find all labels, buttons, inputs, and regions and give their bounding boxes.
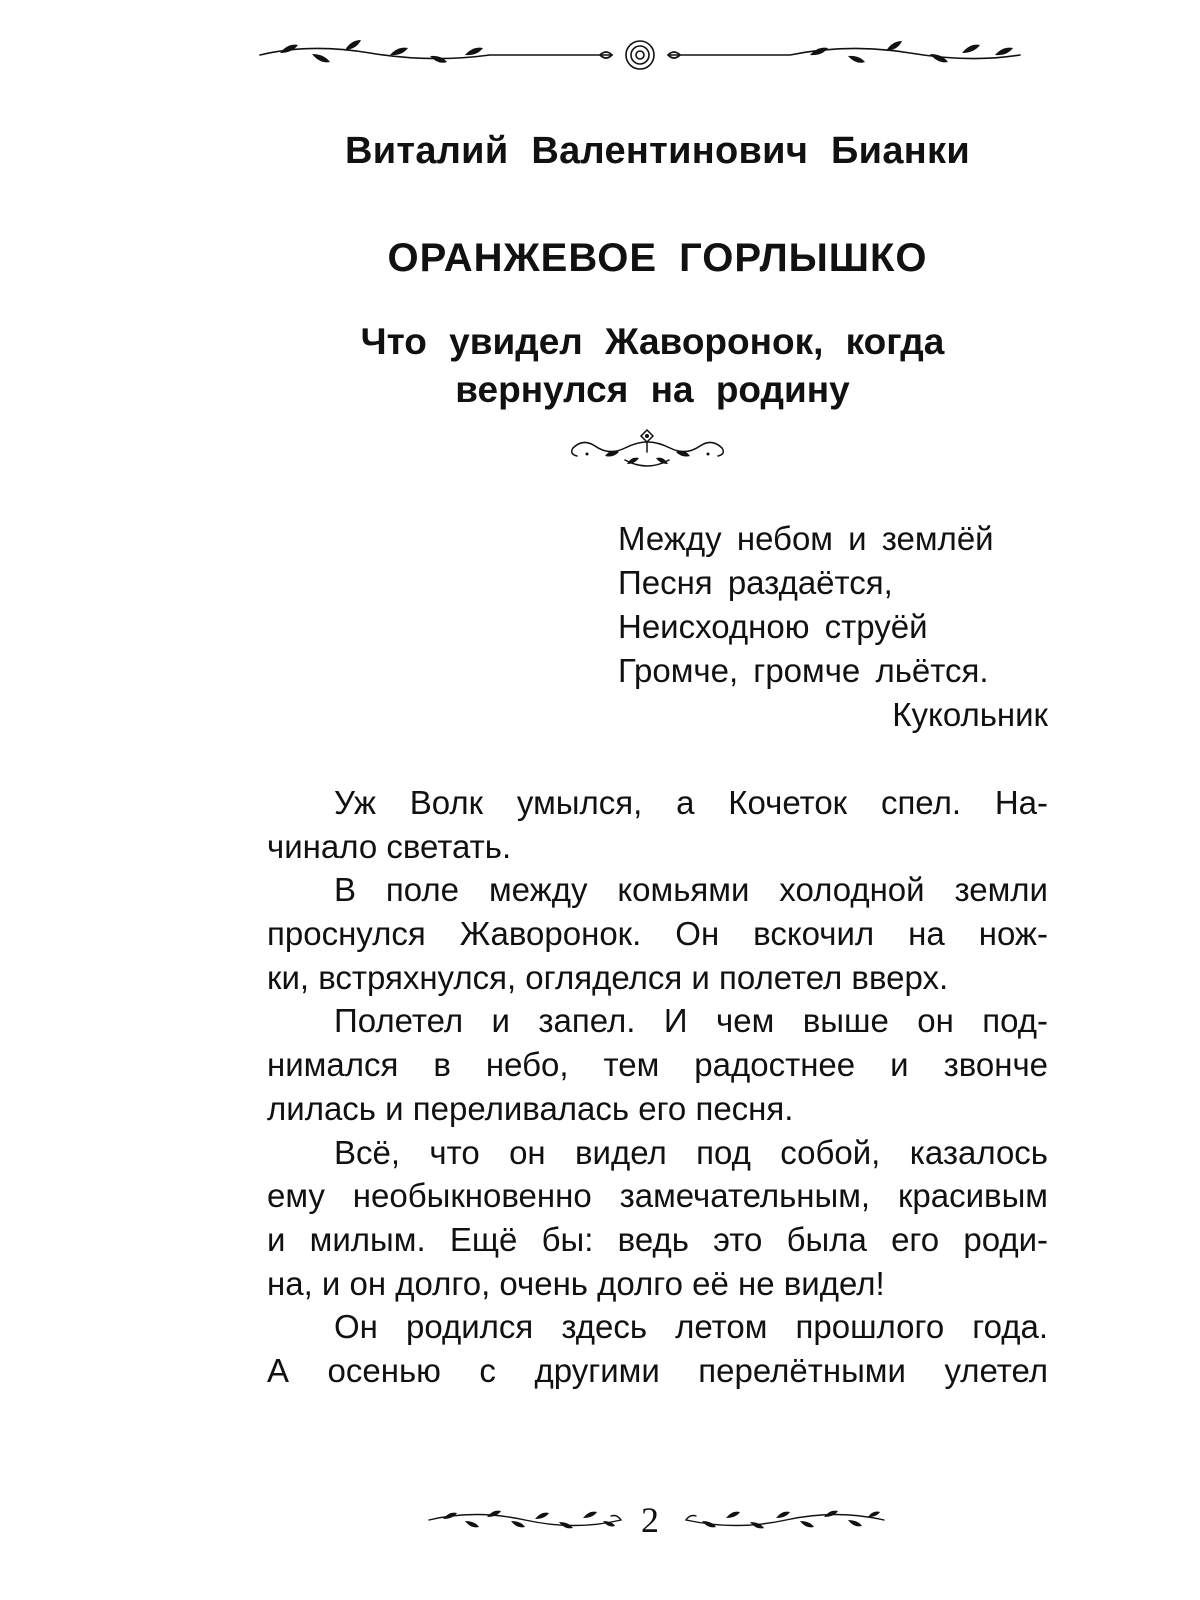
body-line: Всё, что он видел под собой, казалось — [334, 1133, 1048, 1171]
body-line: Уж Волк умылся, а Кочеток спел. На- — [334, 784, 1048, 821]
body-line: Полетел и запел. И чем выше он под- — [334, 1002, 1048, 1040]
body-line: чинало светать. — [267, 827, 512, 865]
divider-ornament-icon — [565, 428, 730, 476]
body-line: А осенью с другими перелётными улетел — [267, 1351, 1048, 1389]
epigraph-line: Громче, громче льётся. — [618, 652, 989, 689]
top-vine-ornament-icon — [250, 35, 1030, 75]
epigraph-line: Песня раздаётся, — [618, 564, 893, 601]
page-number: 2 — [641, 1500, 659, 1540]
chapter-title-line: Что увидел Жаворонок, когда — [360, 321, 945, 362]
footer-right-vine-icon — [680, 1505, 890, 1535]
epigraph — [618, 517, 1048, 693]
footer-left-vine-icon — [425, 1505, 630, 1535]
body-line: на, и он долго, очень долго её не видел! — [267, 1264, 885, 1302]
body-line: ки, встряхнулся, огляделся и полетел вверх. — [267, 958, 949, 996]
body-line: нимался в небо, тем радостнее и звонче — [267, 1046, 1048, 1084]
body-line: ему необыкновенно замечательным, красивым — [267, 1177, 1048, 1215]
body-line: проснулся Жаворонок. Он вскочил на нож- — [267, 915, 1048, 953]
author-name: Виталий Валентинович Бианки — [345, 130, 970, 172]
epigraph-author: Кукольник — [892, 696, 1048, 733]
body-line: Он родился здесь летом прошлого года. — [334, 1308, 1048, 1346]
chapter-title — [290, 318, 1015, 414]
body-line: В поле между комьями холодной земли — [334, 871, 1048, 909]
chapter-title-line: вернулся на родину — [455, 369, 850, 410]
body-text — [267, 781, 1048, 1393]
story-title: ОРАНЖЕВОЕ ГОРЛЫШКО — [387, 236, 928, 280]
body-line: лилась и переливалась его песня. — [267, 1089, 794, 1127]
body-line: и милым. Ещё бы: ведь это была его роди- — [267, 1220, 1048, 1258]
epigraph-line: Между небом и землёй — [618, 520, 994, 557]
epigraph-line: Неисходною струёй — [618, 608, 928, 645]
